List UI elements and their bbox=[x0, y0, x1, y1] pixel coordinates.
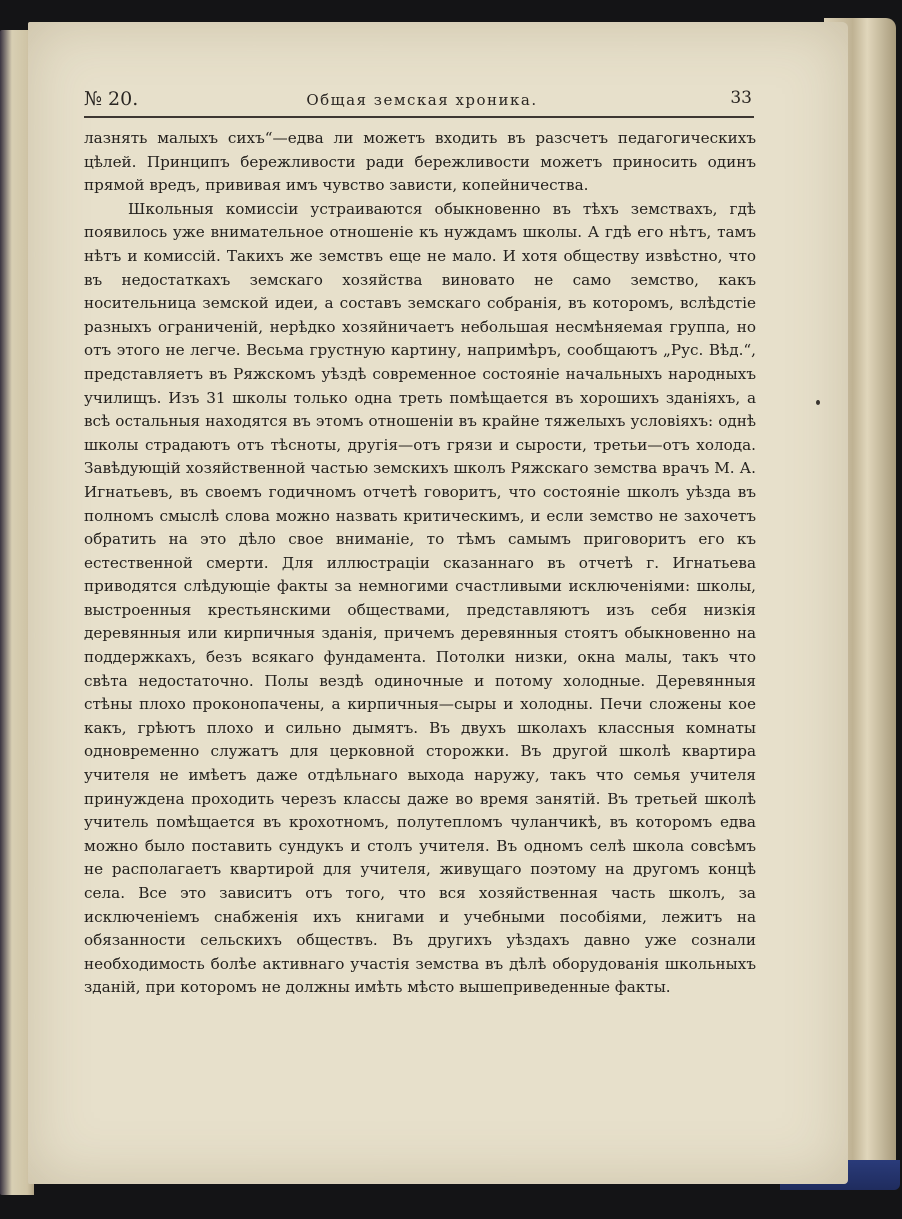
paragraph-continuation: лазнять малыхъ сихъ“—едва ли можетъ входить въ разсчетъ педагогическихъ цѣлей. Принципъ бережливости ради бережливости можетъ приносить одинъ прямой вредъ, прививая имъ чувство зависти, копейничества. bbox=[84, 129, 756, 195]
ink-speck bbox=[816, 400, 820, 405]
header-rule bbox=[84, 116, 754, 118]
section-title: Общая земская хроника. bbox=[306, 91, 538, 109]
page-number: 33 bbox=[730, 88, 752, 108]
article-body bbox=[84, 127, 756, 1000]
paragraph-school-commissions: Школьныя комиссіи устраиваются обыкновенно въ тѣхъ земствахъ, гдѣ появилось уже внимательное отношеніе къ нуждамъ школы. А гдѣ его нѣтъ, тамъ нѣтъ и комиссій. Такихъ же земствъ еще не мало. И хотя обществу извѣстно, что въ недостаткахъ земскаго хозяйства виновато не само земство, какъ носительница земской идеи, а составъ земскаго собранія, въ которомъ, вслѣдстіе разныхъ ограниченій, нерѣдко хозяйничаетъ небольшая несмѣняемая группа, но отъ этого не легче. Весьма грустную картину, напримѣръ, сообщаютъ „Рус. Вѣд.“, представляетъ въ Ряжскомъ уѣздѣ современное состояніе начальныхъ народныхъ училищъ. Изъ 31 школы только одна треть помѣщается въ хорошихъ зданіяхъ, а всѣ остальныя находятся въ этомъ отношеніи въ крайне тяжелыхъ условіяхъ: однѣ школы страдаютъ отъ тѣсноты, другія—отъ грязи и сырости, третьи—отъ холода. Завѣдующій хозяйственной частью земскихъ школъ Ряжскаго земства врачъ М. А. Игнатьевъ, въ своемъ годичномъ отчетѣ говоритъ, что состояніе школъ уѣзда въ полномъ смыслѣ слова можно назвать критическимъ, и если земство не захочетъ обратить на это дѣло свое вниманіе, то тѣмъ самымъ приговоритъ его къ естественной смерти. Для иллюстраціи сказаннаго въ отчетѣ г. Игнатьева приводятся слѣдующіе факты за немногими счастливыми исключеніями: школы, выстроенныя крестьянскими обществами, представляютъ изъ себя низкія деревянныя или кирпичныя зданія, причемъ деревянныя стоятъ обыкновенно на поддержкахъ, безъ всякаго фундамента. Потолки низки, окна малы, такъ что свѣта недостаточно. Полы вездѣ одиночные и потому холодные. Деревянныя стѣны плохо проконопачены, а кирпичныя—сыры и холодны. Печи сложены кое какъ, грѣютъ плохо и сильно дымятъ. Въ двухъ школахъ классныя комнаты одновременно служатъ для церковной сторожки. Въ другой школѣ квартира учителя не имѣетъ даже отдѣльнаго выхода наружу, такъ что семья учителя принуждена проходить черезъ классы даже во время занятій. Въ третьей школѣ учитель помѣщается въ крохотномъ, полутепломъ чуланчикѣ, въ которомъ едва можно было поставить сундукъ и столъ учителя. Въ одномъ селѣ школа совсѣмъ не располагаетъ квартирой для учителя, живущаго поэтому на другомъ концѣ села. Все это зависитъ отъ того, что вся хозяйственная часть школъ, за исключеніемъ снабженія ихъ книгами и учебными пособіями, лежитъ на обязанности сельскихъ обществъ. Въ другихъ уѣздахъ давно уже сознали необходимость болѣе активнаго участія земства въ дѣлѣ оборудованія школьныхъ зданій, при которомъ не должны имѣть мѣсто вышеприведенные факты. bbox=[84, 199, 756, 997]
issue-number: № 20. bbox=[84, 88, 139, 110]
running-header bbox=[84, 86, 760, 114]
